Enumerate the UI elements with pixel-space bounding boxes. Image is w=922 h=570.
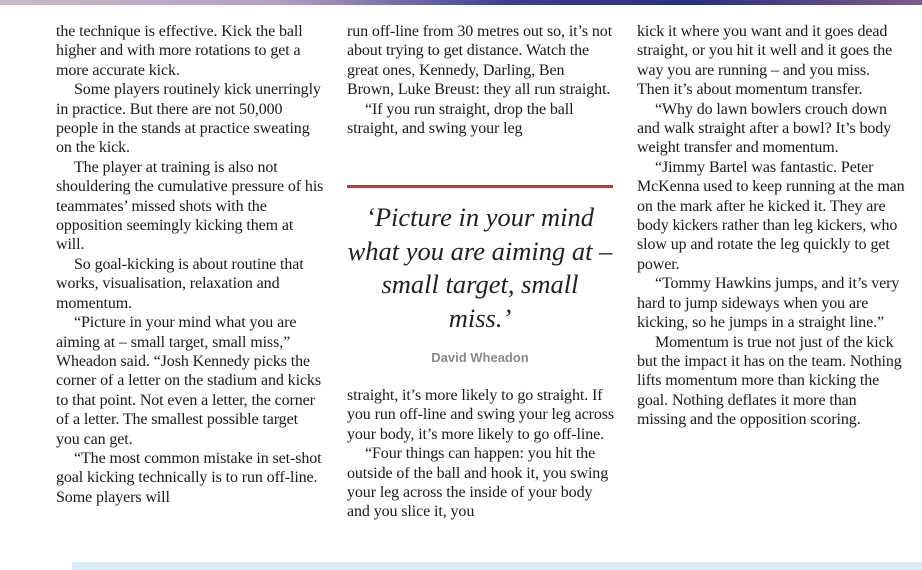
top-image-edge: [0, 0, 922, 5]
paragraph: “The most common mistake in set-shot goal kicking technically is to run off-line. Some players will: [56, 449, 322, 506]
paragraph: the technique is effective. Kick the ball higher and with more rotations to get a more accurate kick.: [56, 23, 303, 79]
article-column-1: [56, 22, 324, 507]
paragraph: “If you run straight, drop the ball straight, and swing your leg: [347, 100, 574, 138]
paragraph: straight, it’s more likely to go straight. If you run off-line and swing your leg across your body, it’s more likely to go off-line.: [347, 387, 615, 443]
paragraph: Momentum is true not just of the kick but the impact it has on the team. Nothing lifts momentum more than kicking the goal. Nothing deflates it more than missing and the opposition scoring.: [637, 333, 902, 429]
article-column-2-bottom: [347, 386, 615, 522]
article-column-3: [637, 22, 905, 430]
paragraph: Some players routinely kick unerringly in practice. But there are not 50,000 people in the stands at practice sweating on the kick.: [56, 81, 321, 157]
paragraph: “Picture in your mind what you are aiming at – small target, small miss,” Wheadon said. “Josh Kennedy picks the corner of a letter on the stadium and kicks to that point. Not even a letter, the corner of a letter. The smallest possible target you can get.: [56, 314, 321, 448]
paragraph: “Jimmy Bartel was fantastic. Peter McKenna used to keep running at the man on the mark after he kicked it. They are body kickers rather than leg kickers, who slow up and rotate the leg quickly to get power.: [637, 158, 905, 273]
paragraph: kick it where you want and it goes dead straight, or you hit it well and it goes the way you are running – and you miss. Then it’s about momentum transfer.: [637, 23, 893, 99]
pull-quote: ‘Picture in your mind what you are aiming at – small target, small miss.’: [347, 202, 613, 333]
paragraph: run off-line from 30 metres out so, it’s not about trying to get distance. Watch the great ones, Kennedy, Darling, Ben Brown, Luke Breust: they all run straight.: [347, 23, 613, 99]
paragraph: The player at training is also not shouldering the cumulative pressure of his teammates’ missed shots with the opposition seemingly kicking them at will.: [56, 158, 324, 254]
paragraph: “Why do lawn bowlers crouch down and walk straight after a bowl? It’s body weight transfer and momentum.: [637, 100, 892, 157]
pull-quote-attribution: David Wheadon: [431, 350, 529, 365]
bottom-panel-edge: [72, 562, 922, 570]
pull-quote-rule: [347, 185, 613, 188]
paragraph: “Tommy Hawkins jumps, and it’s very hard to jump sideways when you are kicking, so he jumps in a straight line.”: [637, 275, 900, 332]
paragraph: So goal-kicking is about routine that works, visualisation, relaxation and momentum.: [56, 255, 304, 312]
article-column-2-top: [347, 22, 615, 138]
paragraph: “Four things can happen: you hit the outside of the ball and hook it, you swing your leg across the inside of your body and you slice it, you: [347, 445, 609, 521]
